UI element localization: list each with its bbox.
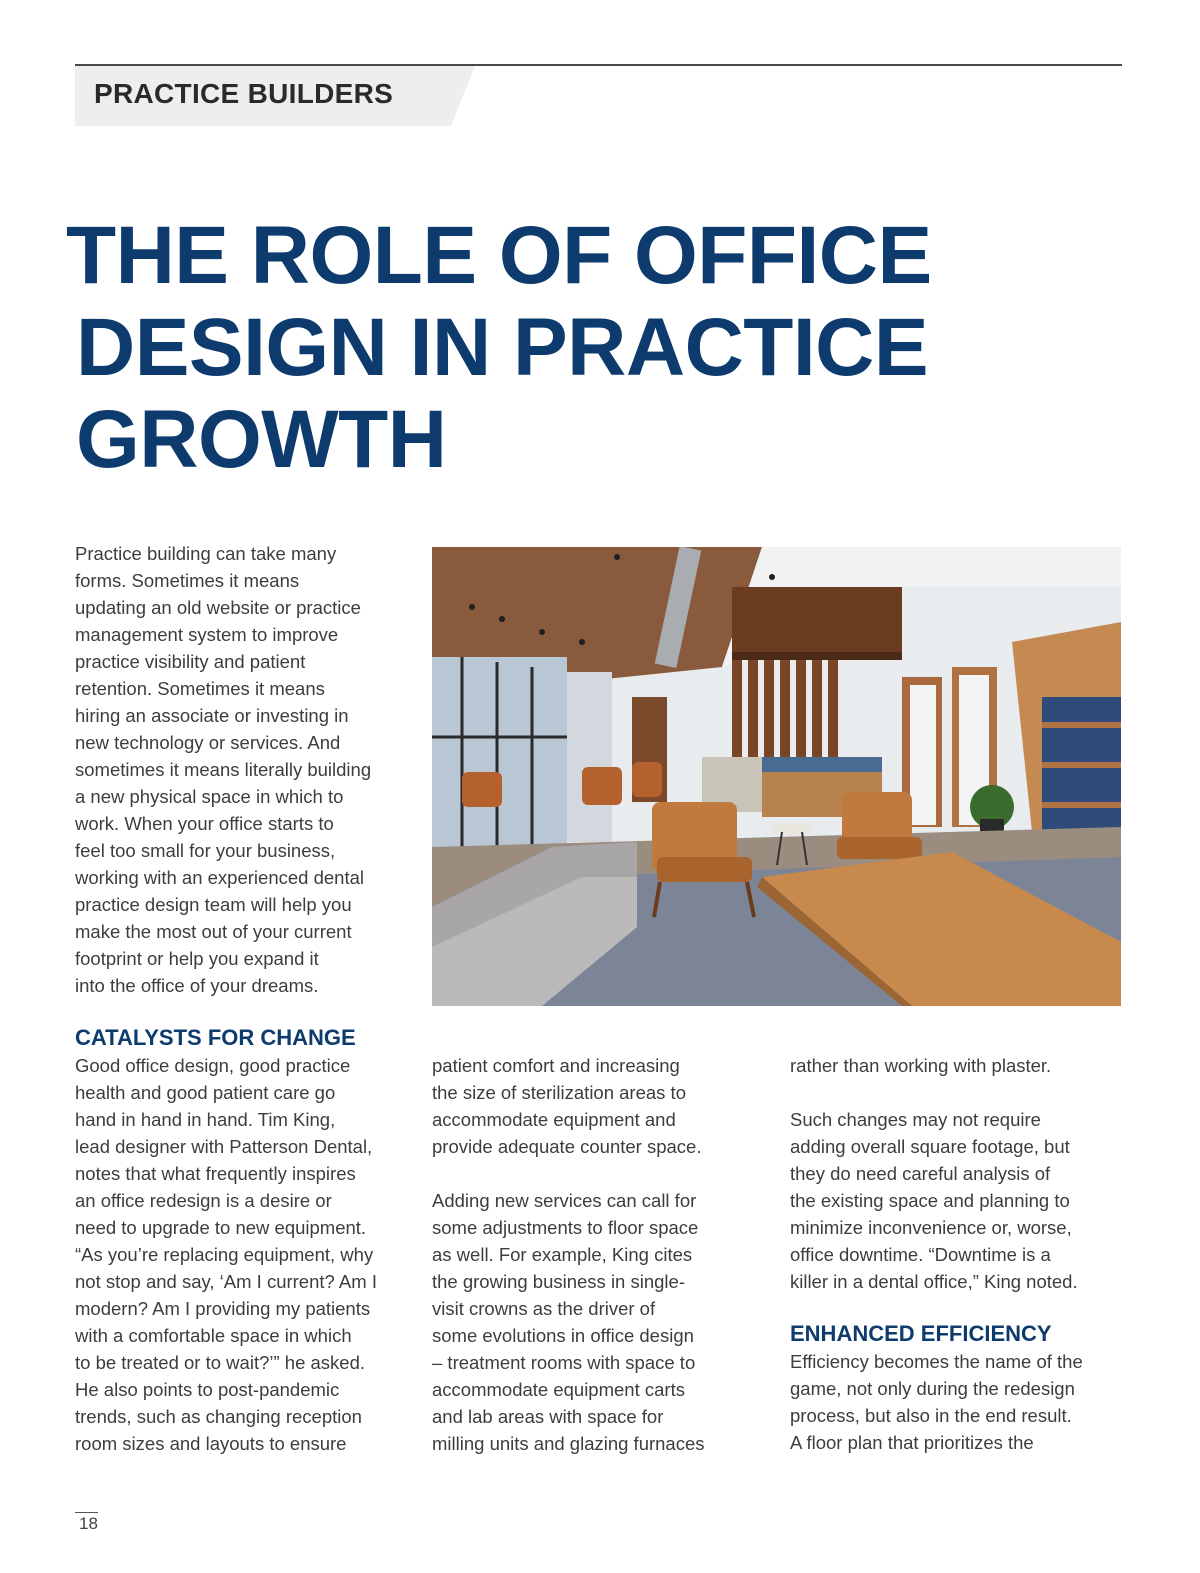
- text-line: retention. Sometimes it means: [75, 678, 325, 699]
- text-line: practice design team will help you: [75, 894, 352, 915]
- text-line: [790, 1079, 1078, 1106]
- text-line: the size of sterilization areas to: [432, 1082, 686, 1103]
- text-line: some evolutions in office design: [432, 1325, 694, 1346]
- title-line: GROWTH: [76, 394, 447, 485]
- text-line: “As you’re replacing equipment, why: [75, 1244, 374, 1265]
- text-line: health and good patient care go: [75, 1082, 336, 1103]
- text-line: practice visibility and patient: [75, 651, 306, 672]
- column3-paragraph: [790, 1052, 1078, 1295]
- text-line: feel too small for your business,: [75, 840, 336, 861]
- text-line: they do need careful analysis of: [790, 1163, 1051, 1184]
- text-line: forms. Sometimes it means: [75, 570, 300, 591]
- text-line: adding overall square footage, but: [790, 1136, 1070, 1157]
- intro-paragraph: [75, 540, 371, 999]
- text-line: patient comfort and increasing: [432, 1055, 680, 1076]
- text-line: Efficiency becomes the name of the: [790, 1351, 1083, 1372]
- office-interior-photo: [432, 547, 1121, 1006]
- text-line: He also points to post-pandemic: [75, 1379, 340, 1400]
- catalysts-heading: CATALYSTS FOR CHANGE: [75, 1025, 356, 1050]
- text-line: make the most out of your current: [75, 921, 352, 942]
- text-line: the existing space and planning to: [790, 1190, 1070, 1211]
- text-line: room sizes and layouts to ensure: [75, 1433, 347, 1454]
- text-line: accommodate equipment and: [432, 1109, 676, 1130]
- text-line: minimize inconvenience or, worse,: [790, 1217, 1072, 1238]
- section-label: PRACTICE BUILDERS: [94, 78, 394, 109]
- text-line: Adding new services can call for: [432, 1190, 697, 1211]
- text-line: Practice building can take many: [75, 543, 337, 564]
- efficiency-paragraph: [790, 1348, 1083, 1456]
- text-line: to be treated or to wait?’” he asked.: [75, 1352, 366, 1373]
- text-line: into the office of your dreams.: [75, 975, 319, 996]
- text-line: lead designer with Patterson Dental,: [75, 1136, 373, 1157]
- text-line: a new physical space in which to: [75, 786, 344, 807]
- text-line: A floor plan that prioritizes the: [790, 1432, 1034, 1453]
- page-number: 18: [79, 1514, 98, 1533]
- text-line: work. When your office starts to: [75, 813, 334, 834]
- text-line: management system to improve: [75, 624, 339, 645]
- text-line: visit crowns as the driver of: [432, 1298, 656, 1319]
- text-line: and lab areas with space for: [432, 1406, 664, 1427]
- text-line: process, but also in the end result.: [790, 1405, 1072, 1426]
- title-line: DESIGN IN PRACTICE: [76, 302, 929, 393]
- text-line: rather than working with plaster.: [790, 1055, 1052, 1076]
- text-line: game, not only during the redesign: [790, 1378, 1075, 1399]
- text-line: as well. For example, King cites: [432, 1244, 693, 1265]
- text-line: Such changes may not require: [790, 1109, 1041, 1130]
- column2-paragraph: [432, 1052, 705, 1457]
- text-line: new technology or services. And: [75, 732, 341, 753]
- text-line: milling units and glazing furnaces: [432, 1433, 705, 1454]
- catalysts-paragraph: [75, 1052, 377, 1457]
- text-line: not stop and say, ‘Am I current? Am I: [75, 1271, 377, 1292]
- text-line: provide adequate counter space.: [432, 1136, 702, 1157]
- text-line: with a comfortable space in which: [75, 1325, 352, 1346]
- text-line: office downtime. “Downtime is a: [790, 1244, 1051, 1265]
- article-title: [66, 210, 1066, 486]
- text-line: hand in hand in hand. Tim King,: [75, 1109, 336, 1130]
- text-line: updating an old website or practice: [75, 597, 361, 618]
- page-number-rule: [75, 1512, 98, 1513]
- text-line: working with an experienced dental: [75, 867, 364, 888]
- title-line: THE ROLE OF OFFICE: [66, 210, 932, 301]
- text-line: accommodate equipment carts: [432, 1379, 685, 1400]
- text-line: trends, such as changing reception: [75, 1406, 362, 1427]
- text-line: – treatment rooms with space to: [432, 1352, 696, 1373]
- text-line: hiring an associate or investing in: [75, 705, 349, 726]
- text-line: notes that what frequently inspires: [75, 1163, 356, 1184]
- text-line: the growing business in single-: [432, 1271, 685, 1292]
- text-line: need to upgrade to new equipment.: [75, 1217, 367, 1238]
- text-line: footprint or help you expand it: [75, 948, 319, 969]
- text-line: [432, 1160, 705, 1187]
- text-line: some adjustments to floor space: [432, 1217, 699, 1238]
- text-line: sometimes it means literally building: [75, 759, 372, 780]
- text-line: Good office design, good practice: [75, 1055, 351, 1076]
- efficiency-heading: ENHANCED EFFICIENCY: [790, 1321, 1052, 1346]
- top-rule: [75, 64, 1122, 66]
- text-line: killer in a dental office,” King noted.: [790, 1271, 1078, 1292]
- text-line: modern? Am I providing my patients: [75, 1298, 371, 1319]
- text-line: an office redesign is a desire or: [75, 1190, 332, 1211]
